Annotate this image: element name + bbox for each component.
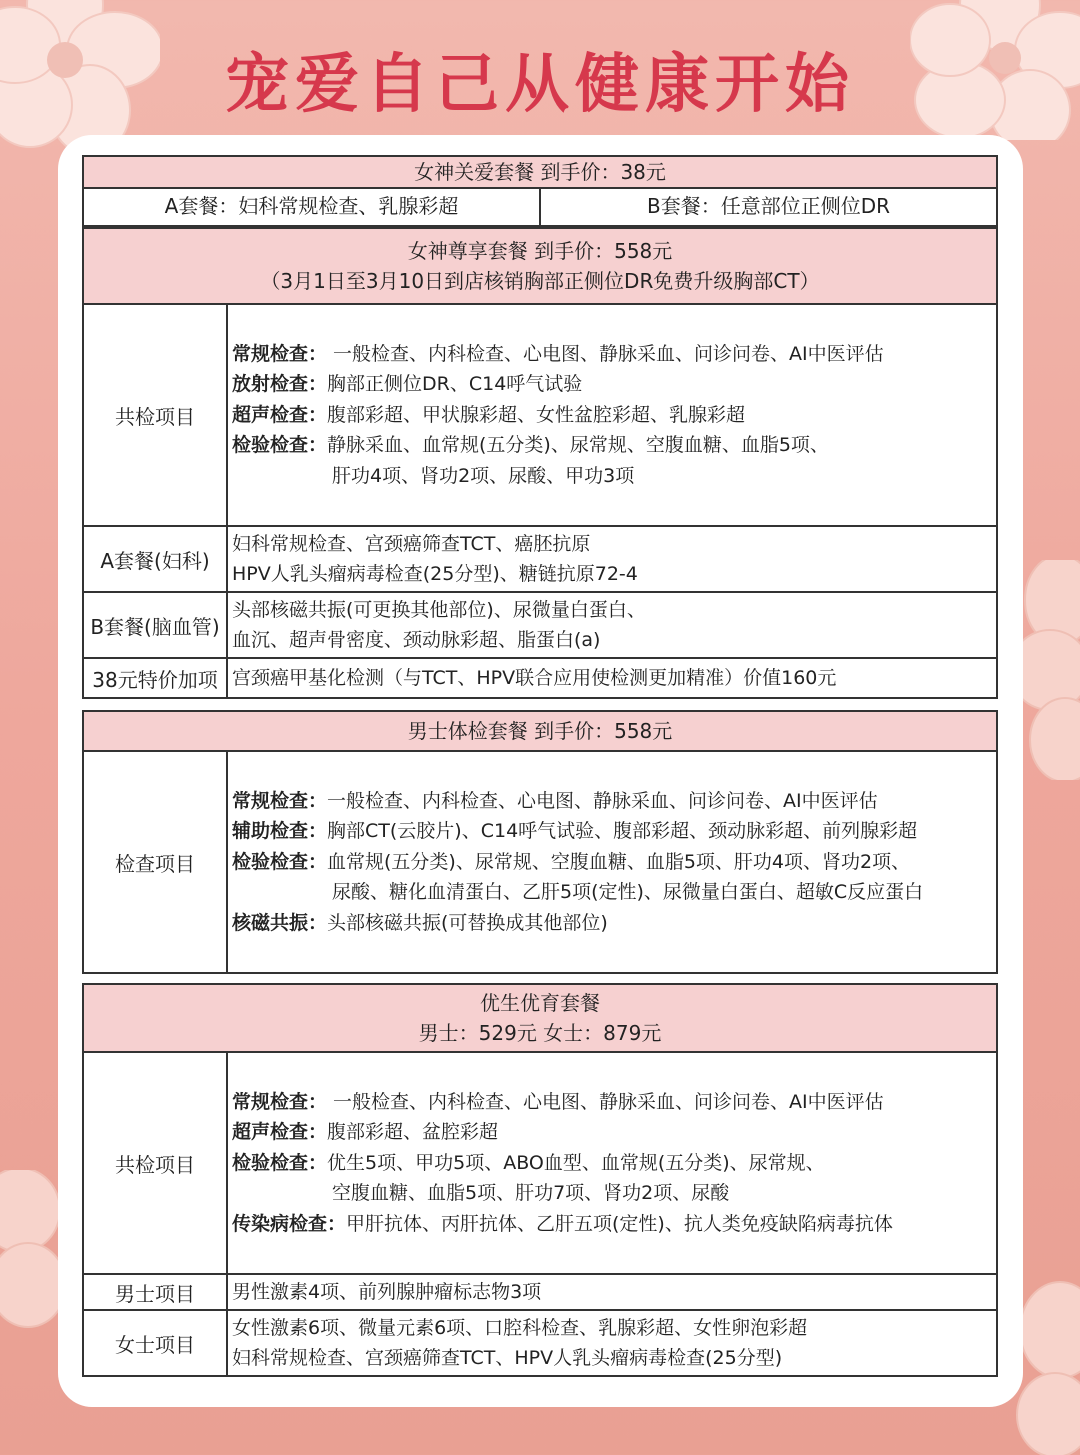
package-header — [84, 229, 996, 303]
option-b-text: B套餐：任意部位正侧位DR — [539, 189, 996, 225]
list-item: 辅助检查：胸部CT(云胶片)、C14呼气试验、腹部彩超、颈动脉彩超、前列腺彩超 — [232, 820, 918, 843]
row-label: 共检项目 — [84, 1053, 228, 1273]
row-label: A套餐(妇科) — [84, 527, 228, 591]
list-item: 肝功4项、肾功2项、尿酸、甲功3项 — [332, 464, 635, 487]
list-item: 男性激素4项、前列腺肿瘤标志物3项 — [232, 1280, 542, 1303]
list-item: 空腹血糖、血脂5项、肝功7项、肾功2项、尿酸 — [332, 1182, 730, 1205]
package-subtitle: （3月1日至3月10日到店核销胸部正侧位DR免费升级胸部CT） — [260, 269, 820, 293]
list-item: 常规检查： 一般检查、内科检查、心电图、静脉采血、问诊问卷、AI中医评估 — [232, 1090, 884, 1113]
package-goddess-care-table — [82, 155, 998, 227]
row-content — [228, 1311, 996, 1375]
list-item: 女性激素6项、微量元素6项、口腔科检查、乳腺彩超、女性卵泡彩超 — [232, 1316, 808, 1339]
package-header — [84, 985, 996, 1051]
row-content — [228, 593, 996, 657]
list-item: 放射检查：胸部正侧位DR、C14呼气试验 — [232, 373, 583, 396]
package-header: 男士体检套餐 到手价：558元 — [84, 712, 996, 750]
row-content — [228, 659, 996, 697]
package-prenatal-table — [82, 983, 998, 1377]
list-item: 超声检查：腹部彩超、盆腔彩超 — [232, 1121, 499, 1144]
row-content — [228, 305, 996, 525]
list-item: 血沉、超声骨密度、颈动脉彩超、脂蛋白(a) — [232, 629, 601, 651]
package-men-table — [82, 710, 998, 974]
list-item: 检验检查：优生5项、甲功5项、ABO血型、血常规(五分类)、尿常规、 — [232, 1151, 825, 1174]
row-content — [228, 1275, 996, 1309]
row-label: 检查项目 — [84, 752, 228, 972]
list-item: 核磁共振：头部核磁共振(可替换成其他部位) — [232, 911, 608, 934]
row-content — [228, 752, 996, 972]
row-content — [228, 527, 996, 591]
list-item: 检验检查：静脉采血、血常规(五分类)、尿常规、空腹血糖、血脂5项、 — [232, 434, 829, 457]
list-item: 常规检查：一般检查、内科检查、心电图、静脉采血、问诊问卷、AI中医评估 — [232, 789, 878, 812]
list-item: 检验检查：血常规(五分类)、尿常规、空腹血糖、血脂5项、肝功4项、肾功2项、 — [232, 850, 911, 873]
page-title: 宠爱自己从健康开始 — [225, 48, 855, 122]
row-label: 38元特价加项 — [84, 659, 228, 697]
list-item: 妇科常规检查、宫颈癌筛查TCT、HPV人乳头瘤病毒检查(25分型) — [232, 1347, 783, 1369]
row-label: B套餐(脑血管) — [84, 593, 228, 657]
list-item: 超声检查：腹部彩超、甲状腺彩超、女性盆腔彩超、乳腺彩超 — [232, 403, 746, 426]
list-item: 常规检查： 一般检查、内科检查、心电图、静脉采血、问诊问卷、AI中医评估 — [232, 342, 884, 365]
row-label: 共检项目 — [84, 305, 228, 525]
row-content — [228, 1053, 996, 1273]
list-item: 传染病检查：甲肝抗体、丙肝抗体、乙肝五项(定性)、抗人类免疫缺陷病毒抗体 — [232, 1212, 893, 1235]
package-title: 优生优育套餐 — [480, 991, 600, 1015]
list-item: 尿酸、糖化血清蛋白、乙肝5项(定性)、尿微量白蛋白、超敏C反应蛋白 — [332, 881, 924, 904]
list-item: 妇科常规检查、宫颈癌筛查TCT、癌胚抗原 — [232, 532, 591, 555]
package-title: 女神尊享套餐 到手价：558元 — [407, 239, 673, 263]
package-header: 女神关爱套餐 到手价：38元 — [84, 157, 996, 187]
row-label: 女士项目 — [84, 1311, 228, 1375]
package-goddess-premium-table — [82, 227, 998, 699]
list-item: 头部核磁共振(可更换其他部位)、尿微量白蛋白、 — [232, 598, 646, 621]
option-a-text: A套餐：妇科常规检查、乳腺彩超 — [164, 194, 459, 218]
list-item: 宫颈癌甲基化检测（与TCT、HPV联合应用使检测更加精准）价值160元 — [232, 666, 837, 689]
list-item: HPV人乳头瘤病毒检查(25分型)、糖链抗原72-4 — [232, 563, 638, 585]
package-price: 男士：529元 女士：879元 — [418, 1021, 662, 1045]
row-label: 男士项目 — [84, 1275, 228, 1309]
